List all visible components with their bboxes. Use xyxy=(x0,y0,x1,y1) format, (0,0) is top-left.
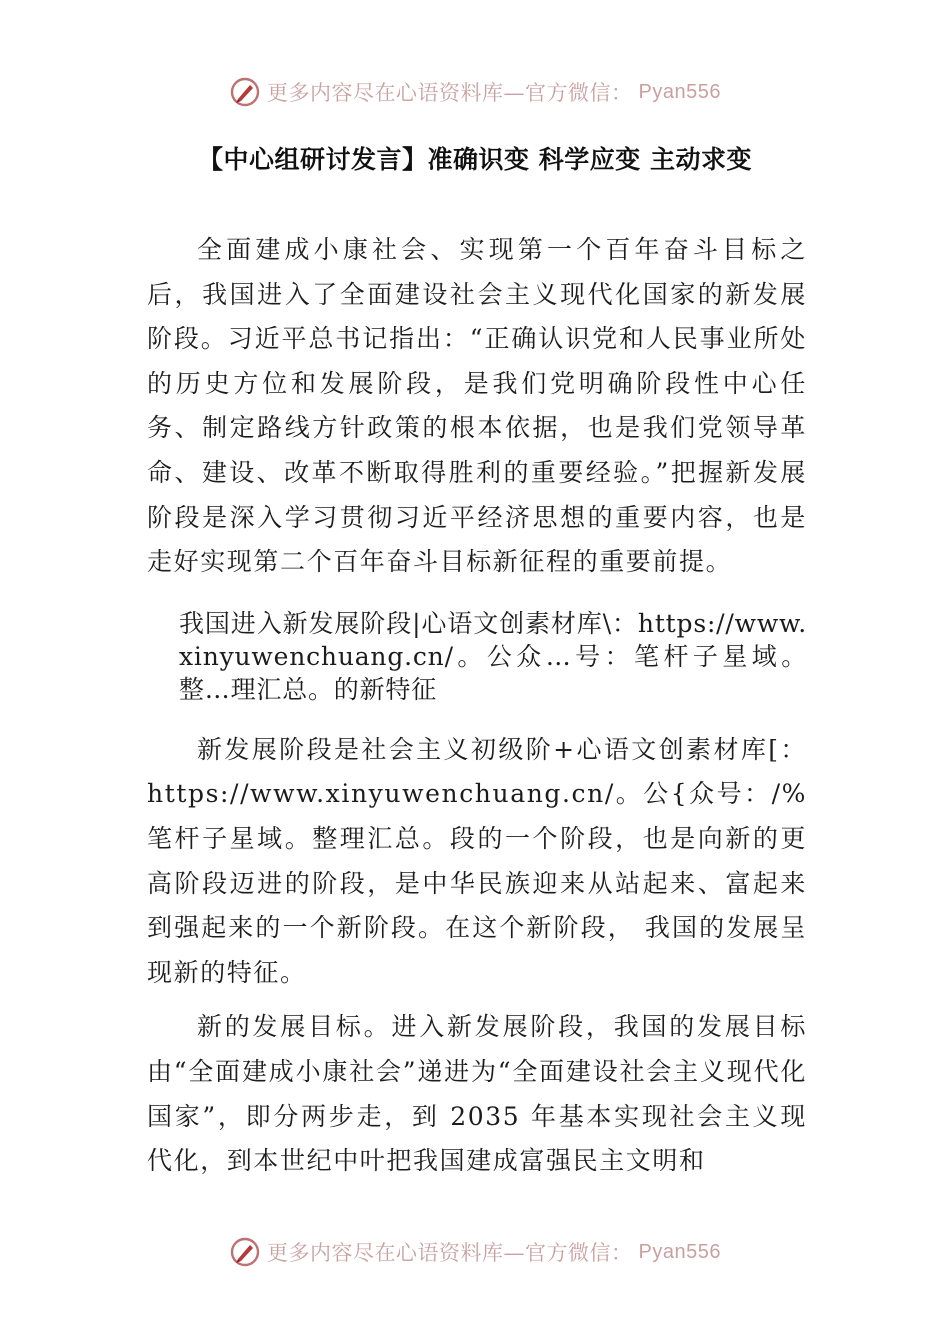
paragraph-intro: 全面建成小康社会、实现第一个百年奋斗目标之后，我国进入了全面建设社会主义现代化国家的新发展阶段。习近平总书记指出：“正确认识党和人民事业所处的历史方位和发展阶段，是我们党明确阶段性中心任务、制定路线方针政策的根本依据，也是我们党领导革命、建设、改革不断取得胜利的重要经验。”把握新发展阶段是深入学习贯彻习近平经济思想的重要内容，也是走好实现第二个百年奋斗目标新征程的重要前提。 xyxy=(147,235,807,577)
watermark-text: 更多内容尽在心语资料库—官方微信： xyxy=(267,81,633,105)
pen-logo-icon xyxy=(229,76,261,108)
watermark-handle: Pyan556 xyxy=(638,80,721,103)
watermark-handle: Pyan556 xyxy=(638,1240,721,1263)
pen-logo-icon xyxy=(229,1236,261,1268)
document-body xyxy=(147,228,807,1194)
document-title: 【中心组研讨发言】准确识变 科学应变 主动求变 xyxy=(198,145,752,174)
header-watermark xyxy=(0,76,950,108)
paragraph-section-heading: 我国进入新发展阶段|心语文创素材库\：https://www.xinyuwenchuang.cn/。公众…号：笔杆子星域。整…理汇总。的新特征 xyxy=(179,608,807,704)
watermark-text: 更多内容尽在心语资料库—官方微信： xyxy=(267,1241,633,1265)
footer-watermark xyxy=(0,1236,950,1268)
paragraph-new-goals: 新的发展目标。进入新发展阶段，我国的发展目标由“全面建成小康社会”递进为“全面建设社会主义现代化国家”，即分两步走，到 2035 年基本实现社会主义现代化，到本世纪中叶把我国建成富强民主文明和 xyxy=(147,1012,807,1176)
paragraph-new-stage: 新发展阶段是社会主义初级阶+心语文创素材库[：https://www.xinyuwenchuang.cn/。公{众号：/%笔杆子星域。整理汇总。段的一个阶段，也是向新的更高阶段迈进的阶段，是中华民族迎来从站起来、富起来到强起来的一个新阶段。在这个新阶段， 我国的发展呈现新的特征。 xyxy=(147,734,807,987)
